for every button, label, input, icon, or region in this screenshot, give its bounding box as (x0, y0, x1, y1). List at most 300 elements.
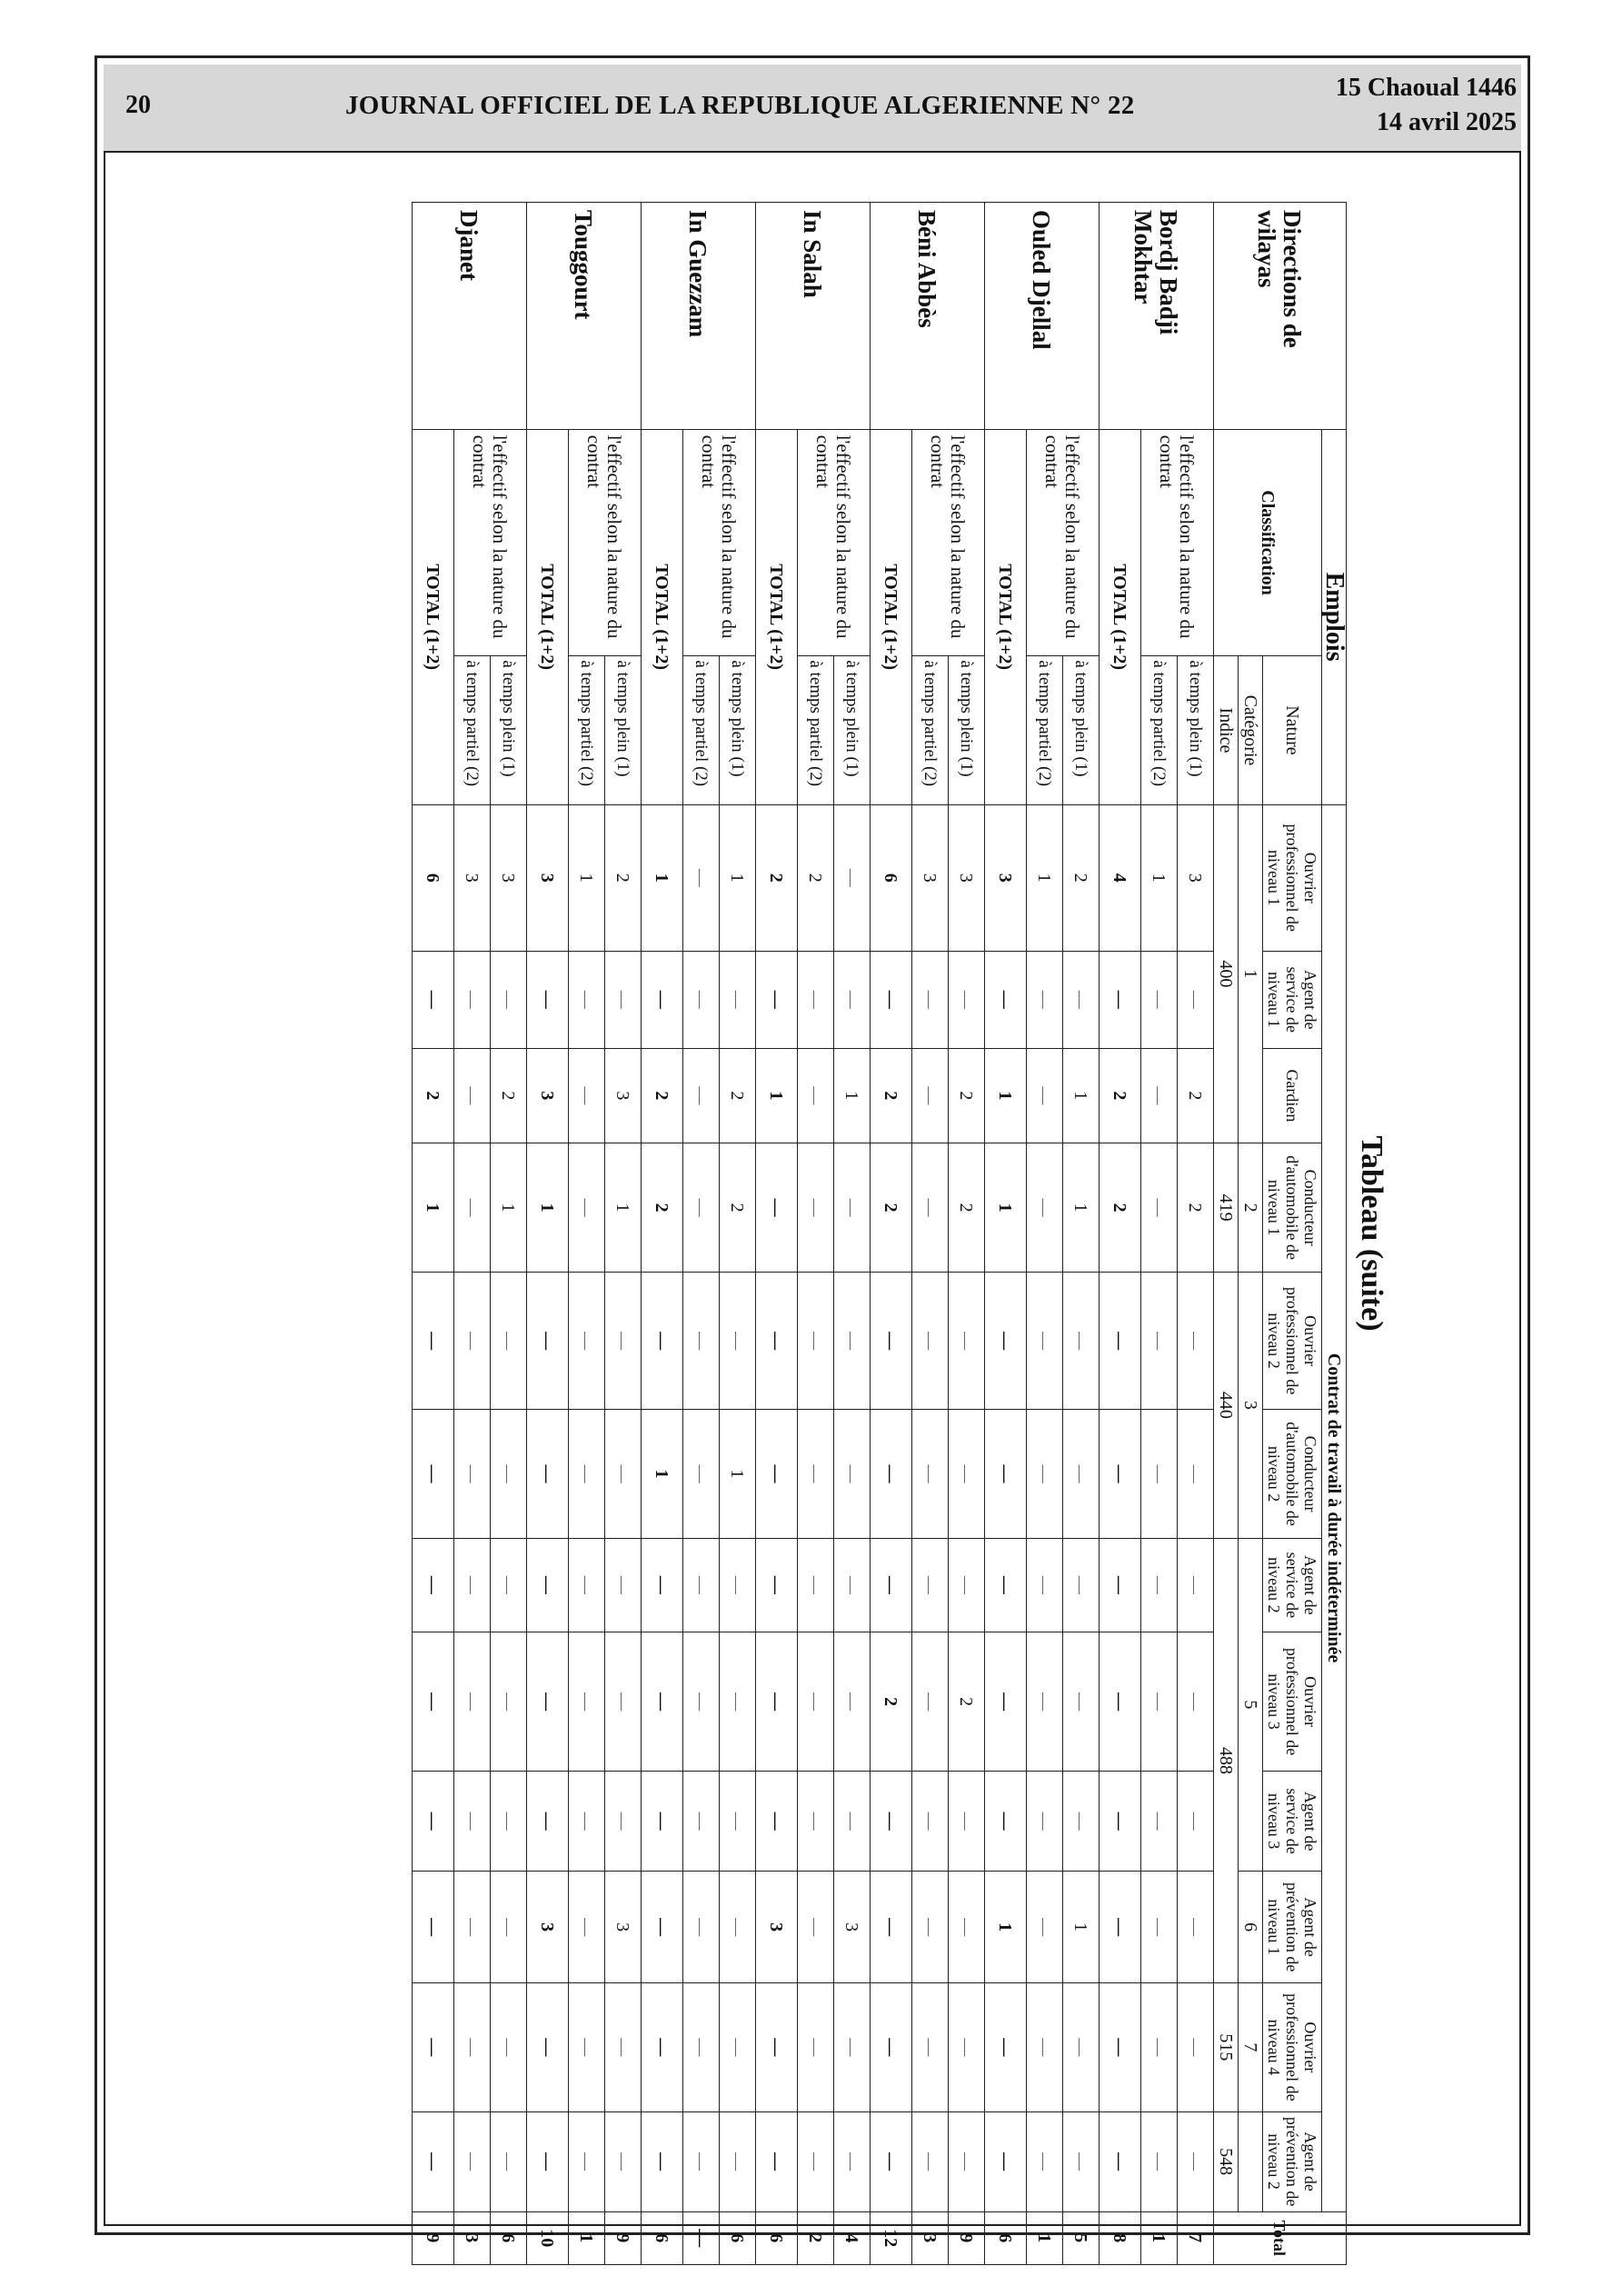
total-value-cell: — (985, 2111, 1027, 2211)
table-title: Tableau (suite) (1355, 1135, 1388, 1332)
row-total (871, 203, 912, 2265)
value-cell: — (1063, 1772, 1100, 1872)
indice-value: 515 (1214, 1983, 1239, 2111)
wilaya-name: Béni Abbès (871, 203, 985, 430)
total-value-cell: 6 (871, 804, 912, 951)
full-time-label: à temps plein (1) (720, 656, 756, 804)
value-cell: — (454, 1872, 491, 1983)
value-cell: — (491, 1983, 527, 2111)
row-full-time (834, 203, 871, 2265)
value-cell: 3 (491, 804, 527, 951)
total-value-cell: 2 (642, 1048, 683, 1143)
value-cell: — (798, 1143, 834, 1272)
total-value-cell: — (1100, 1872, 1141, 1983)
total-label: TOTAL (1+2) (985, 429, 1027, 804)
total-value-cell: 6 (642, 2211, 683, 2264)
row-total-cell: 1 (569, 2211, 605, 2264)
value-cell: — (1141, 1983, 1178, 2111)
value-cell: 2 (949, 1048, 985, 1143)
value-cell: — (1141, 1632, 1178, 1772)
value-cell: — (1063, 1272, 1100, 1409)
total-value-cell: — (527, 1983, 569, 2111)
value-cell: — (1141, 1772, 1178, 1872)
total-value-cell: — (642, 1272, 683, 1409)
value-cell: — (1178, 1872, 1214, 1983)
total-value-cell: 3 (985, 804, 1027, 951)
value-cell: — (720, 1632, 756, 1772)
value-cell: 3 (605, 1872, 642, 1983)
indice-value: 440 (1214, 1272, 1239, 1538)
value-cell: — (912, 1272, 949, 1409)
value-cell: 1 (1063, 1143, 1100, 1272)
value-cell: — (834, 1410, 871, 1538)
value-cell: — (491, 1272, 527, 1409)
value-cell: — (949, 1410, 985, 1538)
row-full-time (1178, 203, 1214, 2265)
value-cell: — (720, 1772, 756, 1872)
full-time-label: à temps plein (1) (1178, 656, 1214, 804)
journal-title: JOURNAL OFFICIEL DE LA REPUBLIQUE ALGERIENNE N° 22 (345, 91, 1135, 120)
total-value-cell: — (871, 1538, 912, 1632)
value-cell: — (798, 1048, 834, 1143)
head-categorie: Catégorie (1239, 656, 1263, 804)
value-cell: 1 (1027, 804, 1063, 951)
value-cell: — (605, 1272, 642, 1409)
wilaya-name: Touggourt (527, 203, 642, 430)
total-value-cell: 3 (527, 1872, 569, 1983)
total-value-cell: — (413, 1772, 454, 1872)
value-cell: — (491, 2111, 527, 2211)
value-cell: — (834, 804, 871, 951)
total-label: TOTAL (1+2) (413, 429, 454, 804)
total-value-cell: 2 (1100, 1143, 1141, 1272)
total-value-cell: — (642, 1632, 683, 1772)
value-cell: — (1027, 1143, 1063, 1272)
value-cell: — (1027, 1983, 1063, 2111)
value-cell: — (454, 1272, 491, 1409)
total-label: TOTAL (1+2) (642, 429, 683, 804)
value-cell: 1 (491, 1143, 527, 1272)
value-cell: — (798, 1538, 834, 1632)
value-cell: — (683, 1772, 720, 1872)
job-header: Agent de service de niveau 3 (1263, 1772, 1322, 1872)
value-cell: 3 (1178, 804, 1214, 951)
total-value-cell: 2 (871, 1048, 912, 1143)
job-header: Ouvrier professionnel de niveau 4 (1263, 1983, 1322, 2111)
value-cell: 1 (1063, 1048, 1100, 1143)
value-cell: 2 (949, 1143, 985, 1272)
value-cell: — (949, 951, 985, 1048)
row-total-cell: 3 (454, 2211, 491, 2264)
wilaya-name: Ouled Djellal (985, 203, 1100, 430)
value-cell: — (605, 1410, 642, 1538)
job-header: Ouvrier professionnel de niveau 3 (1263, 1632, 1322, 1772)
row-total-cell: 7 (1178, 2211, 1214, 2264)
row-total-cell: 5 (1063, 2211, 1100, 2264)
total-value-cell: — (642, 1872, 683, 1983)
value-cell: — (1063, 1538, 1100, 1632)
total-value-cell: — (1100, 951, 1141, 1048)
total-label: TOTAL (1+2) (871, 429, 912, 804)
row-label: l'effectif selon la nature du contrat (569, 429, 642, 656)
value-cell: — (834, 1772, 871, 1872)
value-cell: — (1141, 1143, 1178, 1272)
value-cell: — (683, 951, 720, 1048)
total-value-cell: 1 (985, 1872, 1027, 1983)
value-cell: 2 (1178, 1048, 1214, 1143)
total-value-cell: — (756, 2111, 798, 2211)
value-cell: — (569, 1872, 605, 1983)
value-cell: — (798, 1983, 834, 2111)
value-cell: — (834, 1632, 871, 1772)
total-value-cell: — (527, 1772, 569, 1872)
total-value-cell: — (871, 1410, 912, 1538)
total-label: TOTAL (1+2) (527, 429, 569, 804)
value-cell: — (912, 1048, 949, 1143)
value-cell: 3 (912, 804, 949, 951)
value-cell: — (1178, 1632, 1214, 1772)
value-cell: — (912, 1632, 949, 1772)
total-value-cell: 1 (642, 804, 683, 951)
total-value-cell: — (1100, 1983, 1141, 2111)
value-cell: — (1141, 951, 1178, 1048)
value-cell: — (605, 951, 642, 1048)
total-value-cell: 1 (527, 1143, 569, 1272)
value-cell: — (1178, 1772, 1214, 1872)
value-cell: — (491, 951, 527, 1048)
job-header: Ouvrier professionnel de niveau 2 (1263, 1272, 1322, 1409)
total-value-cell: 3 (756, 1872, 798, 1983)
total-value-cell: 2 (1100, 1048, 1141, 1143)
wilaya-name: In Guezzam (642, 203, 756, 430)
value-cell: — (683, 1538, 720, 1632)
value-cell: 1 (720, 1410, 756, 1538)
job-header: Agent de prévention de niveau 2 (1263, 2111, 1322, 2211)
total-value-cell: — (527, 1410, 569, 1538)
value-cell: — (1141, 1048, 1178, 1143)
value-cell: — (683, 1983, 720, 2111)
value-cell: — (912, 1538, 949, 1632)
total-value-cell: — (985, 1538, 1027, 1632)
total-value-cell: 9 (413, 2211, 454, 2264)
value-cell: 1 (605, 1143, 642, 1272)
value-cell: — (1027, 1632, 1063, 1772)
value-cell: — (834, 2111, 871, 2211)
total-value-cell: — (642, 1983, 683, 2111)
value-cell: — (834, 951, 871, 1048)
head-row-1 (1322, 203, 1347, 2265)
total-value-cell: — (756, 1272, 798, 1409)
value-cell: — (491, 1632, 527, 1772)
head-row-jobs (1263, 203, 1322, 2265)
value-cell: — (798, 1772, 834, 1872)
part-time-label: à temps partiel (2) (798, 656, 834, 804)
value-cell: — (569, 1983, 605, 2111)
value-cell: — (949, 1872, 985, 1983)
row-label: l'effectif selon la nature du contrat (798, 429, 871, 656)
value-cell: — (454, 1048, 491, 1143)
total-value-cell: 3 (527, 1048, 569, 1143)
value-cell: — (1141, 1272, 1178, 1409)
total-label: TOTAL (1+2) (756, 429, 798, 804)
category-value: 5 (1239, 1538, 1263, 1871)
value-cell: — (683, 1048, 720, 1143)
row-label: l'effectif selon la nature du contrat (912, 429, 985, 656)
value-cell: — (912, 1410, 949, 1538)
value-cell: — (912, 2111, 949, 2211)
value-cell: — (1141, 1538, 1178, 1632)
value-cell: — (569, 1772, 605, 1872)
total-value-cell: — (756, 1410, 798, 1538)
total-value-cell: 1 (985, 1048, 1027, 1143)
row-full-time (949, 203, 985, 2265)
value-cell: — (605, 1538, 642, 1632)
table-head (1214, 203, 1347, 2265)
full-time-label: à temps plein (1) (834, 656, 871, 804)
row-total-cell: — (683, 2211, 720, 2264)
value-cell: — (683, 804, 720, 951)
value-cell: 3 (454, 804, 491, 951)
total-value-cell: — (527, 1632, 569, 1772)
row-full-time (720, 203, 756, 2265)
value-cell: — (912, 951, 949, 1048)
value-cell: — (834, 1538, 871, 1632)
row-label: l'effectif selon la nature du contrat (1027, 429, 1100, 656)
value-cell: 2 (1178, 1143, 1214, 1272)
value-cell: — (949, 1538, 985, 1632)
value-cell: 2 (491, 1048, 527, 1143)
total-value-cell: — (527, 1272, 569, 1409)
head-contract: Contrat de travail à durée indéterminée (1322, 804, 1347, 2211)
value-cell: — (834, 1983, 871, 2111)
row-label: l'effectif selon la nature du contrat (1141, 429, 1214, 656)
value-cell: 2 (720, 1143, 756, 1272)
value-cell: — (569, 951, 605, 1048)
row-total-cell: 1 (1141, 2211, 1178, 2264)
value-cell: — (1141, 1410, 1178, 1538)
total-value-cell: 6 (413, 804, 454, 951)
total-value-cell: — (1100, 1632, 1141, 1772)
total-value-cell: — (413, 951, 454, 1048)
value-cell: — (798, 1872, 834, 1983)
total-value-cell: — (871, 2111, 912, 2211)
total-value-cell: — (413, 1872, 454, 1983)
job-header: Ouvrier professionnel de niveau 1 (1263, 804, 1322, 951)
value-cell: — (1063, 2111, 1100, 2211)
total-value-cell: 1 (413, 1143, 454, 1272)
job-header: Agent de prévention de niveau 1 (1263, 1872, 1322, 1983)
value-cell: — (1178, 1538, 1214, 1632)
value-cell: 3 (949, 804, 985, 951)
value-cell: — (1027, 2111, 1063, 2211)
value-cell: — (683, 2111, 720, 2211)
total-value-cell: — (756, 1143, 798, 1272)
value-cell: — (491, 1872, 527, 1983)
value-cell: — (1027, 1048, 1063, 1143)
row-total (413, 203, 454, 2265)
value-cell: — (720, 951, 756, 1048)
category-value: 7 (1239, 1983, 1263, 2111)
value-cell: — (1178, 1983, 1214, 2111)
full-time-label: à temps plein (1) (491, 656, 527, 804)
total-value-cell: 2 (871, 1632, 912, 1772)
value-cell: — (454, 2111, 491, 2211)
total-value-cell: — (642, 1772, 683, 1872)
rotated-table-container (412, 202, 1396, 2265)
job-header: Agent de service de niveau 1 (1263, 951, 1322, 1048)
total-value-cell: 12 (871, 2211, 912, 2264)
value-cell: — (569, 1143, 605, 1272)
value-cell: — (949, 2111, 985, 2211)
total-value-cell: — (871, 1983, 912, 2111)
total-value-cell: 1 (756, 1048, 798, 1143)
total-value-cell: 1 (985, 1143, 1027, 1272)
value-cell: — (720, 1538, 756, 1632)
total-value-cell: — (413, 1632, 454, 1772)
value-cell: — (1178, 2111, 1214, 2211)
value-cell: — (605, 1983, 642, 2111)
total-value-cell: — (756, 1772, 798, 1872)
staff-table (412, 202, 1347, 2265)
part-time-label: à temps partiel (2) (912, 656, 949, 804)
total-value-cell: 4 (1100, 804, 1141, 951)
value-cell: — (1027, 1538, 1063, 1632)
value-cell: — (491, 1410, 527, 1538)
total-value-cell: — (756, 951, 798, 1048)
total-value-cell: — (413, 2111, 454, 2211)
value-cell: — (720, 2111, 756, 2211)
value-cell: — (1063, 1983, 1100, 2111)
value-cell: — (683, 1143, 720, 1272)
category-value: 2 (1239, 1143, 1263, 1272)
value-cell: — (798, 2111, 834, 2211)
value-cell: 2 (798, 804, 834, 951)
total-value-cell: — (413, 1538, 454, 1632)
job-header: Conducteur d'automobile de niveau 2 (1263, 1410, 1322, 1538)
total-value-cell: 3 (527, 804, 569, 951)
part-time-label: à temps partiel (2) (454, 656, 491, 804)
value-cell: — (683, 1410, 720, 1538)
head-indice: Indice (1214, 656, 1239, 804)
full-time-label: à temps plein (1) (949, 656, 985, 804)
value-cell: 1 (569, 804, 605, 951)
row-full-time (1063, 203, 1100, 2265)
value-cell: — (949, 1983, 985, 2111)
value-cell: — (605, 1772, 642, 1872)
job-header: Agent de service de niveau 2 (1263, 1538, 1322, 1632)
value-cell: — (454, 1632, 491, 1772)
total-value-cell: — (413, 1272, 454, 1409)
row-total (985, 203, 1027, 2265)
part-time-label: à temps partiel (2) (683, 656, 720, 804)
value-cell: — (454, 951, 491, 1048)
total-value-cell: — (1100, 1538, 1141, 1632)
value-cell: — (1141, 2111, 1178, 2211)
row-total-cell: 2 (798, 2211, 834, 2264)
value-cell: — (912, 1772, 949, 1872)
value-cell: — (683, 1872, 720, 1983)
value-cell: — (1027, 951, 1063, 1048)
value-cell: — (569, 1272, 605, 1409)
total-value-cell: — (871, 951, 912, 1048)
row-total-cell: 1 (1027, 2211, 1063, 2264)
row-full-time (605, 203, 642, 2265)
head-nature: Nature (1263, 656, 1322, 804)
total-value-cell: — (1100, 2111, 1141, 2211)
value-cell: — (569, 1048, 605, 1143)
value-cell: — (798, 1272, 834, 1409)
total-value-cell: — (413, 1983, 454, 2111)
part-time-label: à temps partiel (2) (569, 656, 605, 804)
total-value-cell: 2 (756, 804, 798, 951)
total-value-cell: — (413, 1410, 454, 1538)
row-total-cell: 9 (605, 2211, 642, 2264)
value-cell: — (1027, 1410, 1063, 1538)
total-value-cell: — (527, 2111, 569, 2211)
total-value-cell: 8 (1100, 2211, 1141, 2264)
value-cell: — (569, 2111, 605, 2211)
value-cell: — (834, 1272, 871, 1409)
value-cell: — (605, 1632, 642, 1772)
value-cell: — (683, 1272, 720, 1409)
value-cell: 2 (605, 804, 642, 951)
row-total-cell: 4 (834, 2211, 871, 2264)
value-cell: — (912, 1872, 949, 1983)
value-cell: — (912, 1143, 949, 1272)
value-cell: 3 (834, 1872, 871, 1983)
total-value-cell: — (985, 1983, 1027, 2111)
total-value-cell: — (527, 951, 569, 1048)
total-value-cell: — (871, 1872, 912, 1983)
head-classification: Classification (1214, 429, 1322, 656)
value-cell: — (912, 1983, 949, 2111)
job-header: Conducteur d'automobile de niveau 1 (1263, 1143, 1322, 1272)
row-total-cell: 6 (720, 2211, 756, 2264)
category-value: 1 (1239, 804, 1263, 1143)
value-cell: — (834, 1143, 871, 1272)
value-cell: — (491, 1538, 527, 1632)
value-cell: — (1063, 1410, 1100, 1538)
total-value-cell: — (1100, 1772, 1141, 1872)
total-value-cell: — (1100, 1272, 1141, 1409)
value-cell: — (720, 1983, 756, 2111)
value-cell: — (798, 1632, 834, 1772)
value-cell: — (569, 1538, 605, 1632)
full-time-label: à temps plein (1) (1063, 656, 1100, 804)
value-cell: — (798, 951, 834, 1048)
value-cell: — (491, 1772, 527, 1872)
value-cell: 1 (834, 1048, 871, 1143)
value-cell: — (1027, 1772, 1063, 1872)
value-cell: — (1027, 1872, 1063, 1983)
value-cell: 2 (1063, 804, 1100, 951)
head-directions: Directions de wilayas (1214, 203, 1347, 430)
total-value-cell: — (871, 1772, 912, 1872)
value-cell: — (1178, 1410, 1214, 1538)
value-cell: — (1063, 1632, 1100, 1772)
date-gregorian: 14 avril 2025 (1377, 108, 1517, 136)
total-label: TOTAL (1+2) (1100, 429, 1141, 804)
row-total (756, 203, 798, 2265)
category-value: 6 (1239, 1872, 1263, 1983)
value-cell: — (454, 1772, 491, 1872)
value-cell: — (454, 1143, 491, 1272)
row-total-cell: 3 (912, 2211, 949, 2264)
total-value-cell: — (985, 1272, 1027, 1409)
total-value-cell: — (985, 1772, 1027, 1872)
total-value-cell: 1 (642, 1410, 683, 1538)
value-cell: — (1178, 1272, 1214, 1409)
